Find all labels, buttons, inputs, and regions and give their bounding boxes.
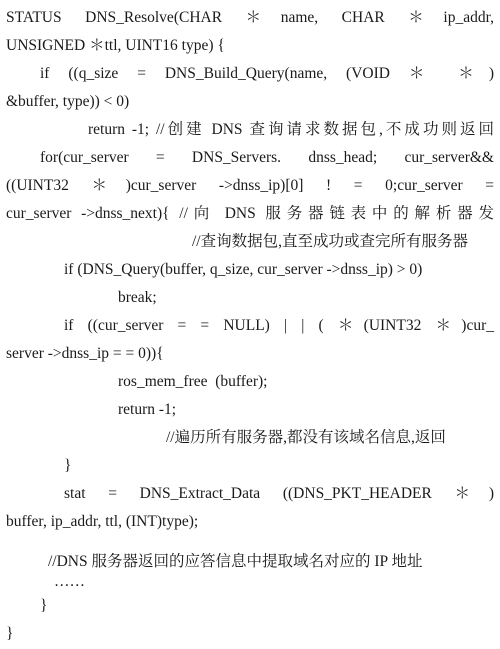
code-line-20: //DNS 服务器返回的应答信息中提取域名对应的 IP 地址 [48,553,423,570]
code-line-3: if ((q_size = DNS_Build_Query(name, (VOID ＊ ＊) [40,65,494,82]
code-line-21: …… [54,573,85,590]
code-line-23: } [6,625,14,642]
code-line-19: buffer, ip_addr, ttl, (INT)type); [6,513,199,530]
code-line-8: cur_server ->dnss_next){ //向 DNS 服务器链表中的解析器发 [6,205,494,222]
code-line-15: return -1; [118,401,177,418]
code-line-18: stat = DNS_Extract_Data ((DNS_PKT_HEADER ＊) [64,485,494,502]
code-line-7: ((UINT32 ＊)cur_server ->dnss_ip)[0] ! = 0;cur_server = [6,177,494,194]
code-line-1: STATUS DNS_Resolve(CHAR ＊name, CHAR ＊ip_addr, [6,9,494,26]
code-line-9: //查询数据包,直至成功或查完所有服务器 [192,233,468,250]
code-line-11: break; [118,289,157,306]
code-line-4: &buffer, type)) < 0) [6,93,130,110]
code-line-5: return -1; //创建 DNS 查询请求数据包,不成功则返回 [88,121,494,138]
code-line-12: if ((cur_server = = NULL) | | ( ＊(UINT32 ＊)cur_ [64,317,494,334]
code-line-17: } [64,457,72,474]
code-line-16: //遍历所有服务器,都没有该域名信息,返回 [166,429,446,446]
code-line-22: } [40,597,48,614]
code-line-13: server ->dnss_ip = = 0)){ [6,345,164,362]
code-line-2: UNSIGNED ＊ttl, UINT16 type) { [6,37,225,54]
code-line-14: ros_mem_free (buffer); [118,373,268,390]
code-line-6: for(cur_server = DNS_Servers. dnss_head; cur_server&& [40,149,494,166]
code-line-10: if (DNS_Query(buffer, q_size, cur_server ->dnss_ip) > 0) [64,261,423,278]
